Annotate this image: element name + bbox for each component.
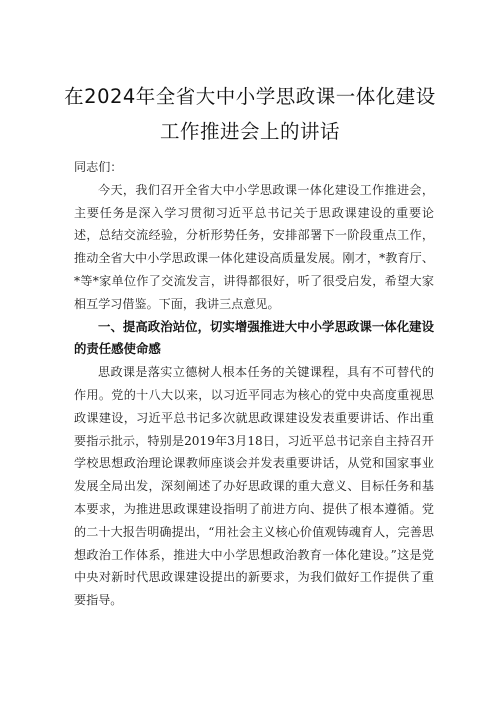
paragraph-opening: 今天，我们召开全省大中小学思政课一体化建设工作推进会，主要任务是深入学习贯彻习近平总书记关于思政课建设的重要论述，总结交流经验，分析形势任务，安排部署下一阶段重点工作，推动全省大中小学思政课一体化建设高质量发展。刚才，*教育厅、*等*家单位作了交流发言，讲得都很好，听了很受启发，希望大家相互学习借鉴。下面，我讲三点意见。: [74, 182, 434, 311]
salutation: 同志们：: [74, 160, 123, 174]
document-body: [74, 156, 434, 612]
paragraph-section-1: 思政课是落实立德树人根本任务的关键课程，具有不可替代的作用。党的十八大以来，以习近平同志为核心的党中央高度重视思政课建设，习近平总书记多次就思政课建设发表重要讲话、作出重要指示批示，特别是2019年3月18日，习近平总书记亲自主持召开学校思想政治理论课教师座谈会并发表重要讲话，从党和国家事业发展全局出发，深刻阐述了办好思政课的重大意义、目标任务和基本要求，为推进思政课建设指明了前进方向、提供了根本遵循。党的二十大报告明确提出，“用社会主义核心价值观铸魂育人，完善思想政治工作体系，推进大中小学思想政治教育一体化建设。”这是党中央对新时代思政课建设提出的新要求，为我们做好工作提供了重要指导。: [74, 365, 434, 608]
document-title-line-2: 工作推进会上的讲话: [159, 120, 340, 143]
document-title-line-1: 在2024年全省大中小学思政课一体化建设: [64, 85, 436, 108]
section-heading-1: 一、提高政治站位，切实增强推进大中小学思政课一体化建设的责任感使命感: [74, 318, 434, 357]
